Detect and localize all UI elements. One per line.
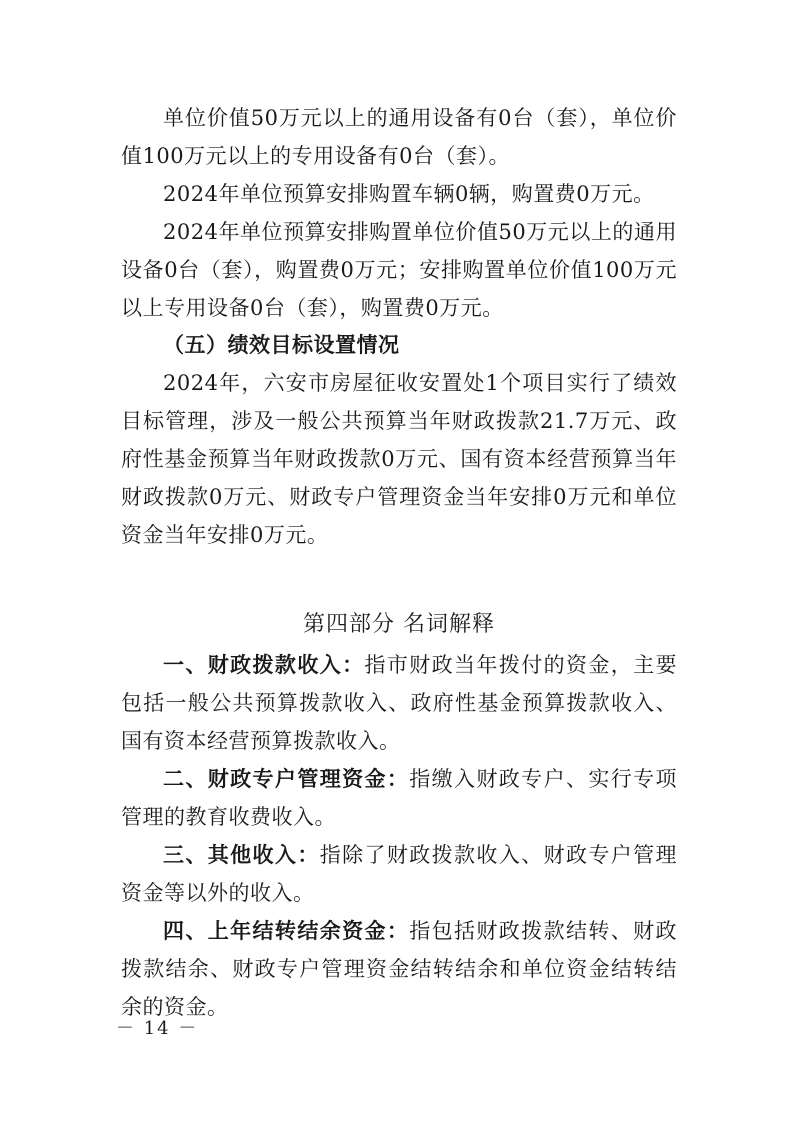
glossary-definition: 指市财政当年拨付的资金，主要包括一般公共预算拨款收入、政府性基金预算拨款收入、国有资本经营预算拨款收入。 <box>121 653 678 753</box>
glossary-definition: 指包括财政拨款结转、财政拨款结余、财政专户管理资金结转结余和单位资金结转结余的资金。 <box>121 919 677 1019</box>
paragraph-equipment-purchase: 2024年单位预算安排购置单位价值50万元以上的通用设备0台（套），购置费0万元；安排购置单位价值100万元以上专用设备0台（套），购置费0万元。 <box>121 220 677 320</box>
glossary-term: 四、上年结转结余资金： <box>163 919 410 943</box>
glossary-definition: 指除了财政拨款收入、财政专户管理资金等以外的收入。 <box>121 843 678 905</box>
paragraph-equipment-value: 单位价值50万元以上的通用设备有0台（套），单位价值100万元以上的专用设备有0台（套）。 <box>121 106 677 168</box>
page-number: － 14 － <box>116 1018 199 1039</box>
glossary-item-fiscal-appropriation <box>121 646 677 760</box>
glossary-item-other-income <box>121 836 677 912</box>
glossary-term: 一、财政拨款收入： <box>163 653 365 677</box>
glossary-term: 三、其他收入： <box>163 843 320 867</box>
part-title-glossary: 第四部分 名词解释 <box>303 612 495 637</box>
section-heading-performance-goals: （五）绩效目标设置情况 <box>163 333 400 357</box>
paragraph-vehicle-purchase: 2024年单位预算安排购置车辆0辆，购置费0万元。 <box>163 182 655 206</box>
paragraph-performance-goals: 2024年，六安市房屋征收安置处1个项目实行了绩效目标管理，涉及一般公共预算当年财政拨款21.7万元、政府性基金预算当年财政拨款0万元、国有资本经营预算当年财政拨款0万元、财政专户管理资金当年安排0万元和单位资金当年安排0万元。 <box>121 371 677 547</box>
glossary-definition: 指缴入财政专户、实行专项管理的教育收费收入。 <box>121 767 677 829</box>
glossary-item-special-account-funds <box>121 760 677 836</box>
glossary-term: 二、财政专户管理资金： <box>163 767 410 791</box>
glossary-item-carryover-funds <box>121 912 677 1026</box>
